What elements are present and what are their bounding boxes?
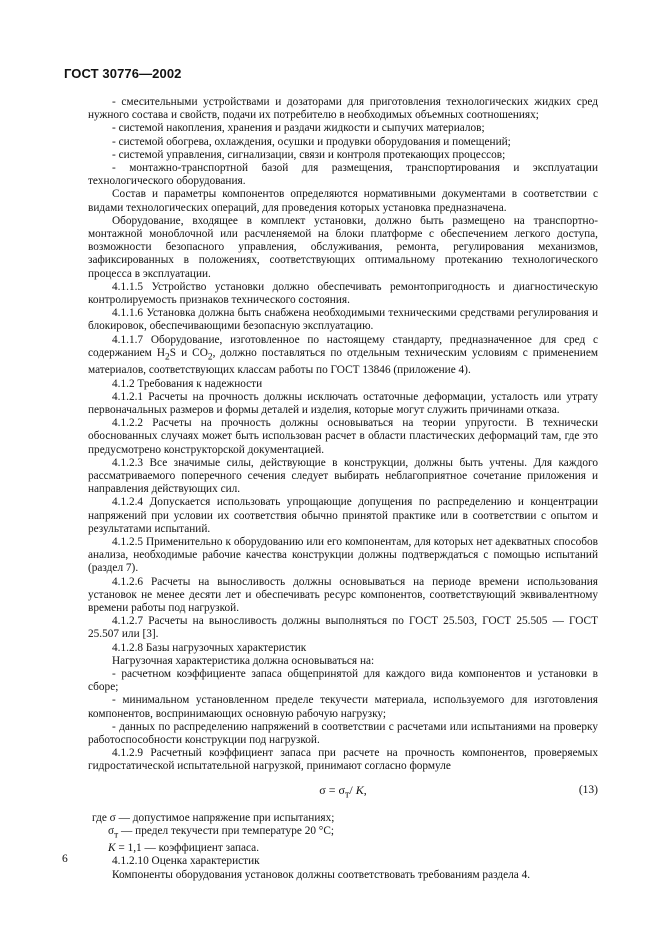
list-item: - системой обогрева, охлаждения, осушки и продувки оборудования и помещений; (112, 135, 511, 148)
list-item: - данных по распределению напряжений в соответствии с расчетами или испытаниями на проверку работоспособности конструкции под нагрузкой. (88, 720, 598, 746)
page-header-standard-id: ГОСТ 30776—2002 (64, 66, 182, 81)
list-item: - системой управления, сигнализации, связи и контроля протекающих процессов; (112, 148, 506, 161)
definition-k: K = 1,1 — коэффициент запаса. (108, 842, 260, 855)
paragraph: Состав и параметры компонентов определяются нормативными документами в соответствии с видами технологических операций, для проведения которых установка предназначена. (88, 188, 598, 214)
clause-4-1-2-4: 4.1.2.4 Допускается использовать упрощающие допущения по распределению и концентрации напряжений при условии их соответствия обычно принятой практике или в соответствии с опытом и результатами испытаний. (88, 496, 598, 535)
formula-expression: $\sigma = \sigma_т/$ K, (319, 782, 367, 800)
clause-4-1-2-6: 4.1.2.6 Расчеты на выносливость должны основываться на периоде времени использования установок не менее десяти лет и обеспечивать ресурс компонентов, соответствующий эквивалентному времени работы под нагрузкой. (88, 575, 598, 614)
list-item: - системой накопления, хранения и раздачи жидкости и сыпучих материалов; (112, 122, 485, 135)
clause-4-1-2-1: 4.1.2.1 Расчеты на прочность должны исключать остаточные деформации, усталость или утрату первоначальных размеров и формы деталей и изделия, которые могут служить причинами отказа. (88, 390, 598, 416)
list-item: - монтажно-транспортной базой для размещения, транспортирования и эксплуатации технологического оборудования. (88, 162, 598, 188)
paragraph: Компоненты оборудования установок должны соответствовать требованиям раздела 4. (112, 868, 531, 881)
clause-4-1-2-9: 4.1.2.9 Расчетный коэффициент запаса при расчете на прочность компонентов, проверяемых гидростатической испытательной нагрузкой, принимают согласно формуле (88, 747, 598, 773)
clause-4-1-2-heading: 4.1.2 Требования к надежности (112, 377, 263, 390)
clause-4-1-2-8-heading: 4.1.2.8 Базы нагрузочных характеристик (112, 641, 307, 654)
list-item: - расчетном коэффициенте запаса общепринятой для каждого вида компонентов и установки в сборе; (88, 667, 598, 694)
equation-number: (13) (578, 783, 598, 796)
clause-4-1-1-7: 4.1.1.7 Оборудование, изготовленное по настоящему стандарту, предназначенное для сред с содержанием $H_2S$ и $CO_2$, должно поставляться по отдельным техническим условиям с применением материалов, соответствующих классам работы по ГОСТ 13846 (приложение 4). (88, 333, 598, 377)
clause-4-1-2-5: 4.1.2.5 Применительно к оборудованию или его компонентам, для которых нет адекватных способов анализа, необходимые рабочие качества конструкции должны подтверждаться с помощью испытаний (раздел 7). (88, 535, 598, 575)
clause-4-1-1-5: 4.1.1.5 Устройство установки должно обеспечивать ремонтопригодность и диагностическую контролируемость признаков технического состояния. (88, 280, 598, 307)
paragraph: Оборудование, входящее в комплект установки, должно быть размещено на транспортно-монтажной моноблочной или расчленяемой на блоки платформе с обеспечением легкого доступа, возможности безопасного управления, обслуживания, ремонта, регулирования механизмов, зафиксированных в положениях, соответствующих оптимальному протеканию технологического процесса в эксплуатации. (88, 214, 598, 280)
clause-4-1-2-10-heading: 4.1.2.10 Оценка характеристик (112, 855, 260, 868)
page-number: 6 (62, 853, 68, 865)
clause-4-1-1-6: 4.1.1.6 Установка должна быть снабжена необходимыми техническими средствами регулирования и блокировок, обеспечивающими безопасную эксплуатацию. (88, 307, 598, 333)
clause-4-1-2-2: 4.1.2.2 Расчеты на прочность должны основываться на теории упругости. В технически обоснованных случаях может быть использован расчет в области пластических деформаций там, где это предусмотрено конструкторской документацией. (88, 417, 598, 456)
clause-4-1-2-3: 4.1.2.3 Все значимые силы, действующие в конструкции, должны быть учтены. Для каждого рассматриваемого поперечного сечения следует выбирать неблагоприятное сочетание приложения и направления действующих сил. (88, 456, 598, 496)
list-item: - смесительными устройствами и дозаторами для приготовления технологических жидких сред нужного состава и свойств, подачи их потребителю в необходимых объемных соотношениях; (88, 96, 598, 122)
document-body (88, 96, 598, 882)
definition-sigma-t: $\sigma_т$ — предел текучести при температуре 20 °С; (108, 824, 335, 841)
formula-13 (88, 782, 598, 802)
definition-sigma: где σ — допустимое напряжение при испытаниях; (92, 811, 335, 824)
clause-4-1-2-7: 4.1.2.7 Расчеты на выносливость должны выполняться по ГОСТ 25.503, ГОСТ 25.505 — ГОСТ 25.507 или [3]. (88, 615, 598, 641)
paragraph: Нагрузочная характеристика должна основываться на: (112, 654, 375, 667)
list-item: - минимальном установленном пределе текучести материала, используемого для изготовления компонентов, воспринимающих основную рабочую нагрузку; (88, 694, 598, 720)
